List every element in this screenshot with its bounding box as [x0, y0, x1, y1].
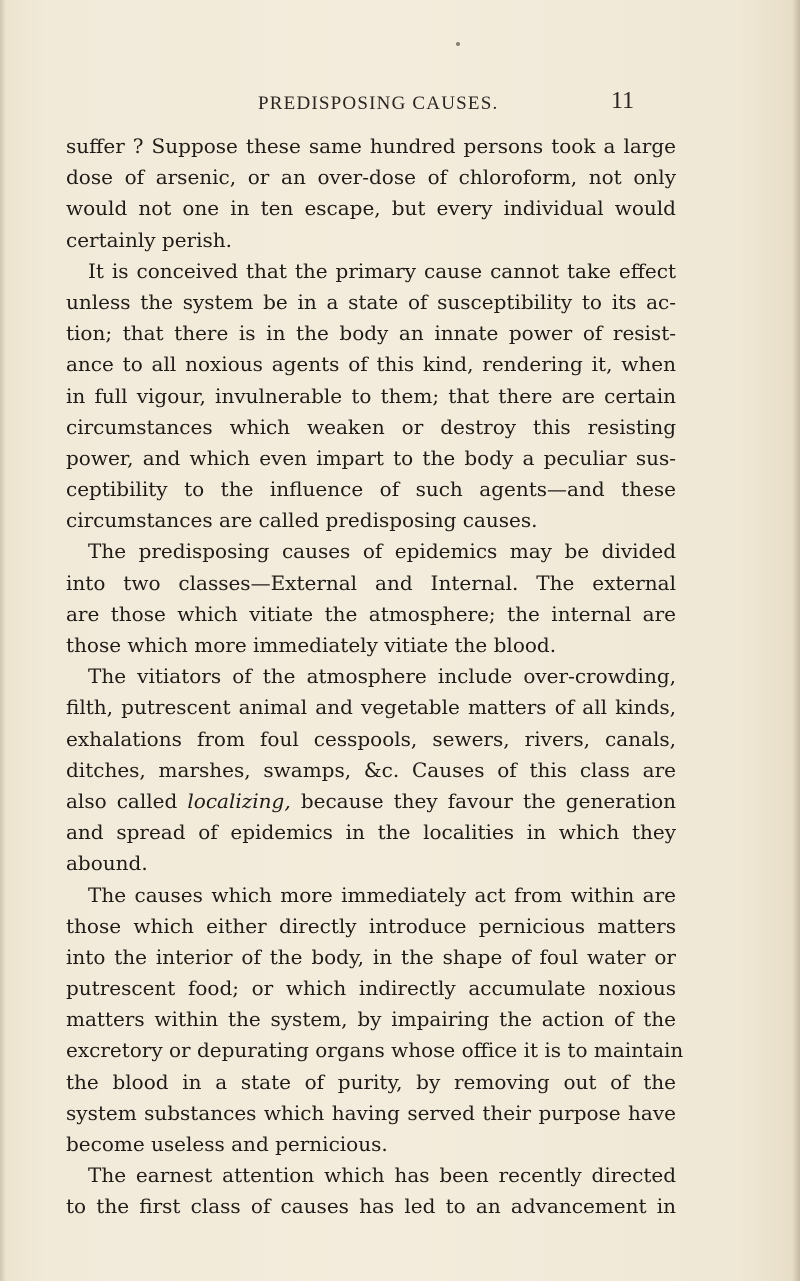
text-line: tion; that there is in the body an innate power of resist- — [66, 321, 676, 346]
text-line: unless the system be in a state of susceptibility to its ac- — [66, 289, 676, 314]
text-line: become useless and pernicious. — [66, 1132, 388, 1156]
text-line: in full vigour, invulnerable to them; that there are certain — [66, 383, 676, 408]
paper-speck — [456, 42, 460, 46]
paragraph-start-line: The predisposing causes of epidemics may be divided — [88, 539, 676, 564]
text-line: the blood in a state of purity, by removing out of the — [66, 1069, 676, 1094]
text-line: system substances which having served their purpose have — [66, 1100, 676, 1125]
paragraph-start-line: It is conceived that the primary cause cannot take effect — [88, 258, 676, 283]
text-line: and spread of epidemics in the localities in which they — [66, 820, 676, 845]
paragraph-start-line: The vitiators of the atmosphere include over-crowding, — [88, 664, 676, 689]
text-line: into the interior of the body, in the shape of foul water or — [66, 944, 676, 969]
text-line: exhalations from foul cesspools, sewers, rivers, canals, — [66, 726, 676, 751]
page-left-shadow — [0, 0, 6, 1281]
text-fragment: also called — [66, 788, 178, 813]
text-line: putrescent food; or which indirectly accumulate noxious — [66, 976, 676, 1001]
text-line: abound. — [66, 851, 148, 876]
text-fragment: because they favour the generation — [300, 788, 677, 813]
text-line: filth, putrescent animal and vegetable matters of all kinds, — [66, 695, 676, 720]
page-number: 11 — [611, 88, 635, 114]
text-line: those which more immediately vitiate the blood. — [66, 633, 557, 657]
body-text — [66, 131, 684, 1223]
text-line: matters within the system, by impairing the action of the — [66, 1007, 676, 1032]
text-line: certainly perish. — [66, 227, 232, 252]
text-line-with-italic — [66, 786, 676, 817]
text-line: into two classes—External and Internal. The external — [66, 570, 676, 595]
paragraph-start-line: The earnest attention which has been recently directed — [88, 1163, 676, 1188]
text-line: suffer ? Suppose these same hundred persons took a large — [66, 134, 676, 158]
text-line: ance to all noxious agents of this kind, rendering it, when — [66, 352, 676, 377]
text-line: would not one in ten escape, but every individual would — [66, 196, 676, 221]
text-line: circumstances are called predisposing causes. — [66, 508, 538, 533]
text-line: ceptibility to the influence of such agents—and these — [66, 477, 676, 502]
text-line: dose of arsenic, or an over-dose of chloroform, not only — [66, 165, 676, 190]
italic-term: localizing, — [187, 788, 291, 813]
text-line: are those which vitiate the atmosphere; the internal are — [66, 601, 676, 626]
text-line: those which either directly introduce pernicious matters — [66, 913, 676, 938]
page-right-shadow — [792, 0, 800, 1281]
paragraph-start-line: The causes which more immediately act from within are — [88, 882, 676, 907]
text-line: power, and which even impart to the body a peculiar sus- — [66, 445, 676, 470]
text-line: ditches, marshes, swamps, &c. Causes of this class are — [66, 757, 676, 782]
running-head: PREDISPOSING CAUSES. — [258, 93, 499, 114]
text-line: to the first class of causes has led to an advancement in — [66, 1194, 676, 1219]
text-line: circumstances which weaken or destroy this resisting — [66, 414, 676, 439]
text-line: excretory or depurating organs whose office it is to maintain — [66, 1038, 684, 1063]
